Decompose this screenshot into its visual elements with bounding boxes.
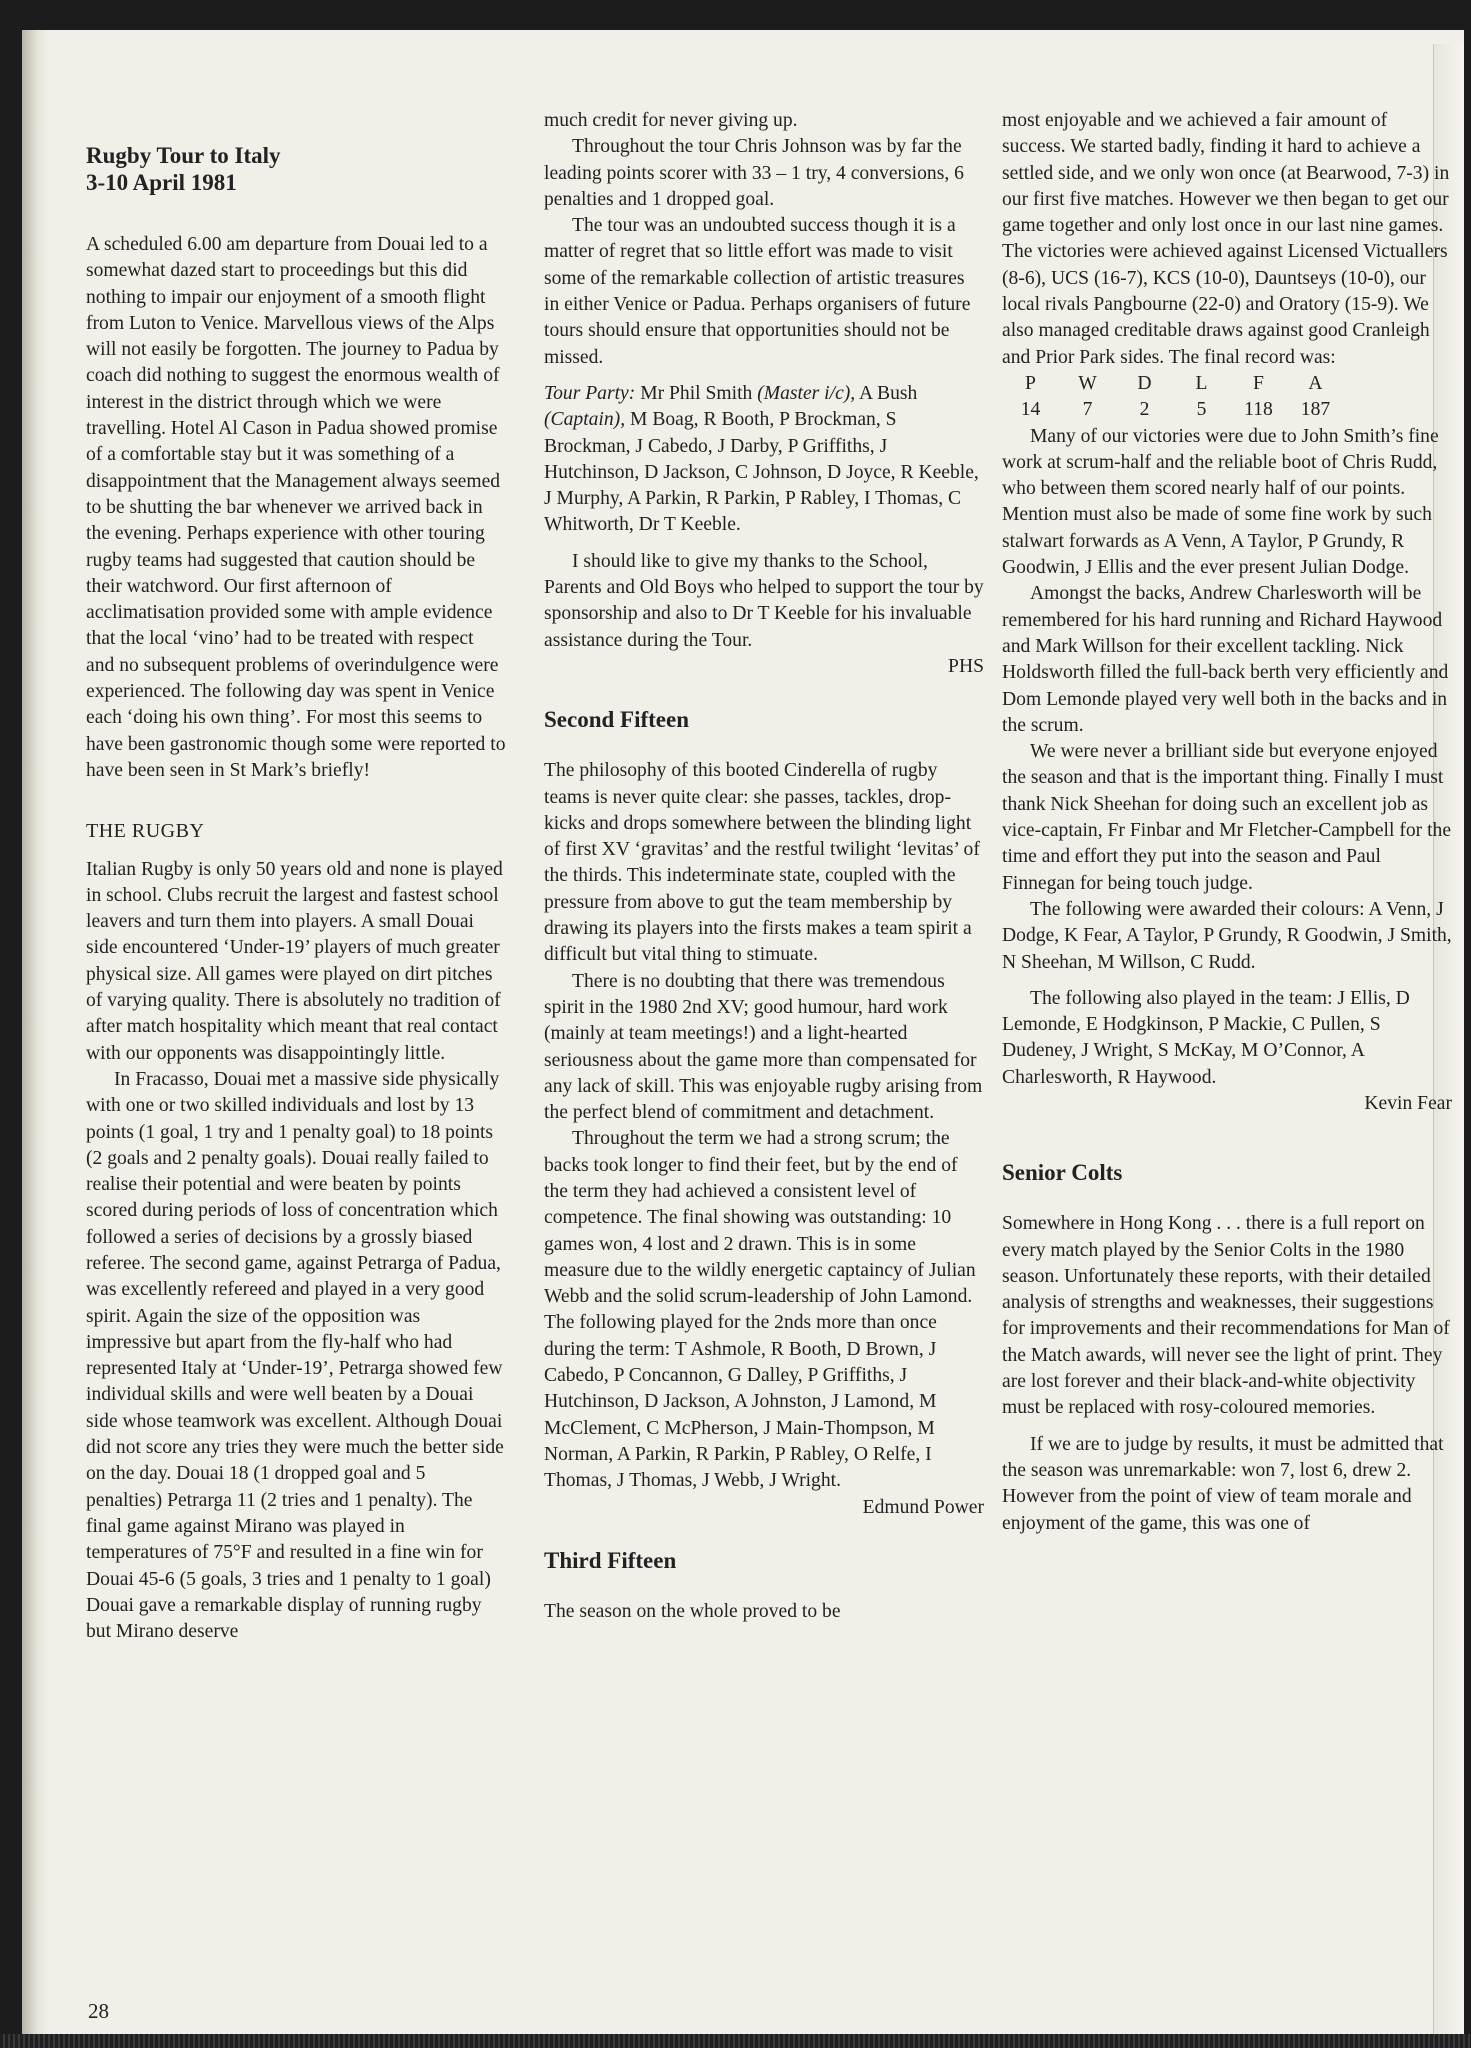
record-value-cell: 187: [1300, 399, 1331, 421]
third-paragraph-3: Amongst the backs, Andrew Charlesworth will be remembered for his hard running and Richard Haywood and Mark Willson for their excellent tackling. Nick Holdsworth filled the full-back berth very efficiently and Dom Lemonde played very well both in the backs and in the scrum.: [1002, 583, 1449, 736]
record-value-cell: 7: [1082, 399, 1093, 421]
column-left: [86, 108, 506, 1645]
tour-continued: much credit for never giving up.: [544, 110, 798, 131]
third-paragraph-5: The following were awarded their colours: A Venn, J Dodge, K Fear, A Taylor, P Grundy, R Goodwin, J Smith, N Sheehan, M Willson, C Rudd.: [1002, 898, 1452, 973]
tour-thanks: I should like to give my thanks to the School, Parents and Old Boys who helped to support the tour by sponsorship and also to Dr T Keeble for his invaluable assistance during the Tour.: [544, 550, 984, 651]
tour-johnson: Throughout the tour Chris Johnson was by far the leading points scorer with 33 – 1 try, 4 conversions, 6 penalties and 1 dropped goal.: [544, 136, 964, 210]
record-header-cell: F: [1253, 372, 1264, 394]
season-record-table: [1002, 371, 1344, 424]
record-header-cell: L: [1195, 372, 1208, 394]
third-paragraph-1: The season on the whole proved to be: [544, 1600, 841, 1622]
page-number: 28: [88, 1999, 109, 2023]
record-value-cell: 118: [1244, 399, 1273, 421]
record-header-cell: A: [1308, 372, 1323, 394]
record-value-cell: 14: [1020, 399, 1041, 421]
book-spine-shadow: [22, 30, 48, 2040]
senior-colts-heading: Senior Colts: [1002, 1160, 1123, 1186]
rugby-paragraph-2: In Fracasso, Douai met a massive side physically with one or two skilled individuals and lost by 13 points (1 goal, 1 try and 1 penalty goal) to 18 points (2 goals and 2 penalty goals). Douai really failed to realise their potential and were beaten by points scored during periods of loss of concentration which followed a series of decisions by a grossly biased referee. The second game, against Petrarga of Padua, was excellently refereed and played in a very good spirit. Again the size of the opposition was impressive but apart from the fly-half who had represented Italy at ‘Under-19’, Petrarga showed few individual skills and were well beaten by a Douai side whose teamwork was excellent. Although Douai did not score any tries they were much the better side on the day. Douai 18 (1 dropped goal and 5 penalties) Petrarga 11 (2 tries and 1 penalty). The final game against Mirano was played in temperatures of 75°F and resulted in a fine win for Douai 45-6 (5 goals, 3 tries and 1 penalty to 1 goal) Douai gave a remarkable display of running rugby but Mirano deserve: [86, 1068, 504, 1643]
tour-title: Rugby Tour to Italy 3-10 April 1981: [86, 143, 281, 195]
magazine-page: [22, 30, 1464, 2040]
column-right: [1002, 108, 1452, 1537]
second-signature: Edmund Power: [862, 1496, 984, 1518]
third-paragraph-2: Many of our victories were due to John Smith’s fine work at scrum-half and the reliable boot of Chris Rudd, who between them scored nearly half of our points. Mention must also be made of some fine work by such stalwart forwards as A Venn, A Taylor, P Grundy, R Goodwin, J Ellis and the ever present Julian Dodge.: [1002, 425, 1439, 579]
colts-paragraph-1: Somewhere in Hong Kong . . . there is a full report on every match played by the Senior Colts in the 1980 season. Unfortunately these reports, with their detailed analysis of strengths and weaknesses, their suggestions for improvements and their recommendations for Man of the Match awards, will never see the light of print. They are lost forever and their black-and-white objectivity must be replaced with rosy-coloured memories.: [1002, 1213, 1450, 1419]
colts-paragraph-2: If we are to judge by results, it must be admitted that the season was unremarkable: won 7, lost 6, drew 2. However from the point of view of team morale and enjoyment of the game, this was one of: [1002, 1433, 1444, 1534]
third-fifteen-heading: Third Fifteen: [544, 1547, 677, 1573]
third-paragraph-1-continued: most enjoyable and we achieved a fair amount of success. We started badly, finding it hard to achieve a settled side, and we only won once (at Bearwood, 7-3) in our first five matches. However we then began to get our game together and only lost once in our last nine games. The victories were achieved against Licensed Victuallers (8-6), UCS (16-7), KCS (10-0), Dauntseys (10-0), our local rivals Pangbourne (22-0) and Oratory (15-9). We also managed creditable draws against good Cranleigh and Prior Park sides. The final record was:: [1002, 110, 1450, 368]
second-paragraph-1: The philosophy of this booted Cinderella of rugby teams is never quite clear: she passes, tackles, drop-kicks and drops somewhere between the blinding light of first XV ‘gravitas’ and the restful twilight ‘levitas’ of the thirds. This indeterminate state, coupled with the pressure from above to gut the team membership by drawing its players into the firsts makes a team spirit a difficult but vital thing to stimuate.: [544, 760, 980, 966]
third-paragraph-6: The following also played in the team: J Ellis, D Lemonde, E Hodgkinson, P Mackie, C Pullen, S Dudeney, J Wright, S McKay, M O’Connor, A Charlesworth, R Haywood.: [1002, 987, 1410, 1088]
third-signature: Kevin Fear: [1364, 1092, 1452, 1114]
record-header-cell: D: [1137, 372, 1152, 394]
third-paragraph-4: We were never a brilliant side but everyone enjoyed the season and that is the important thing. Finally I must thank Nick Sheehan for doing such an excellent job as vice-captain, Fr Finbar and Mr Fletcher-Campbell for the time and effort they put into the season and Paul Finnegan for being touch judge.: [1002, 741, 1452, 894]
rugby-subheading: THE RUGBY: [86, 820, 205, 843]
record-value-cell: 5: [1196, 399, 1207, 421]
second-fifteen-heading: Second Fifteen: [544, 707, 690, 733]
record-header-cell: P: [1025, 372, 1036, 394]
second-paragraph-2: There is no doubting that there was tremendous spirit in the 1980 2nd XV; good humour, hard work (mainly at team meetings!) and a light-hearted seriousness about the game more than compensated for any lack of skill. This was enjoyable rugby arising from the perfect blend of commitment and detachment.: [544, 970, 983, 1124]
column-middle: [544, 108, 984, 1625]
record-value-cell: 2: [1139, 399, 1150, 421]
tour-party: Tour Party: Mr Phil Smith (Master i/c), A Bush (Captain), M Boag, R Booth, P Brockman, S Brockman, J Cabedo, J Darby, P Griffiths, J Hutchinson, D Jackson, C Johnson, D Joyce, R Keeble, J Murphy, A Parkin, R Parkin, P Rabley, I Thomas, C Whitworth, Dr T Keeble.: [544, 382, 979, 536]
record-values-row: [1002, 397, 1344, 423]
tour-signature: PHS: [948, 655, 984, 677]
tour-intro: A scheduled 6.00 am departure from Douai led to a somewhat dazed start to proceedings but this did nothing to impair our enjoyment of a smooth flight from Luton to Venice. Marvellous views of the Alps will not easily be forgotten. The journey to Padua by coach did nothing to suggest the enormous wealth of interest in the district through which we were travelling. Hotel Al Cason in Padua showed promise of a comfortable stay but it was something of a disappointment that the Management always seemed to be shutting the bar whenever we arrived back in the evening. Perhaps experience with other touring rugby teams had suggested that caution should be their watchword. Our first afternoon of acclimatisation provided some with ample evidence that the local ‘vino’ had to be treated with respect and no subsequent problems of overindulgence were experienced. The following day was spent in Venice each ‘doing his own thing’. For most this seems to have been gastronomic though some were reported to have been seen in St Mark’s briefly!: [86, 234, 506, 781]
second-paragraph-3: Throughout the term we had a strong scrum; the backs took longer to find their feet, but by the end of the term they had achieved a consistent level of competence. The final showing was outstanding: 10 games won, 4 lost and 2 drawn. This is in some measure due to the wildly energetic captaincy of Julian Webb and the solid scrum-leadership of John Lamond. The following played for the 2nds more than once during the term: T Ashmole, R Booth, D Brown, J Cabedo, P Concannon, G Dalley, P Griffiths, J Hutchinson, D Jackson, A Johnston, J Lamond, M McClement, C McPherson, J Main-Thompson, M Norman, A Parkin, R Parkin, P Rabley, O Relfe, I Thomas, J Thomas, J Webb, J Wright.: [544, 1128, 976, 1492]
record-header-row: [1002, 371, 1344, 397]
rugby-paragraph-1: Italian Rugby is only 50 years old and none is played in school. Clubs recruit the largest and fastest school leavers and turn them into players. A small Douai side encountered ‘Under-19’ players of much greater physical size. All games were played on dirt pitches of varying quality. There is absolutely no tradition of after match hospitality which meant that real contact with our opponents was disappointingly little.: [86, 858, 503, 1064]
record-header-cell: W: [1078, 372, 1097, 394]
scan-bottom-band: [0, 2034, 1471, 2048]
tour-success: The tour was an undoubted success though it is a matter of regret that so little effort was made to visit some of the remarkable collection of artistic treasures in either Venice or Padua. Perhaps organisers of future tours should ensure that opportunities should not be missed.: [544, 215, 971, 368]
